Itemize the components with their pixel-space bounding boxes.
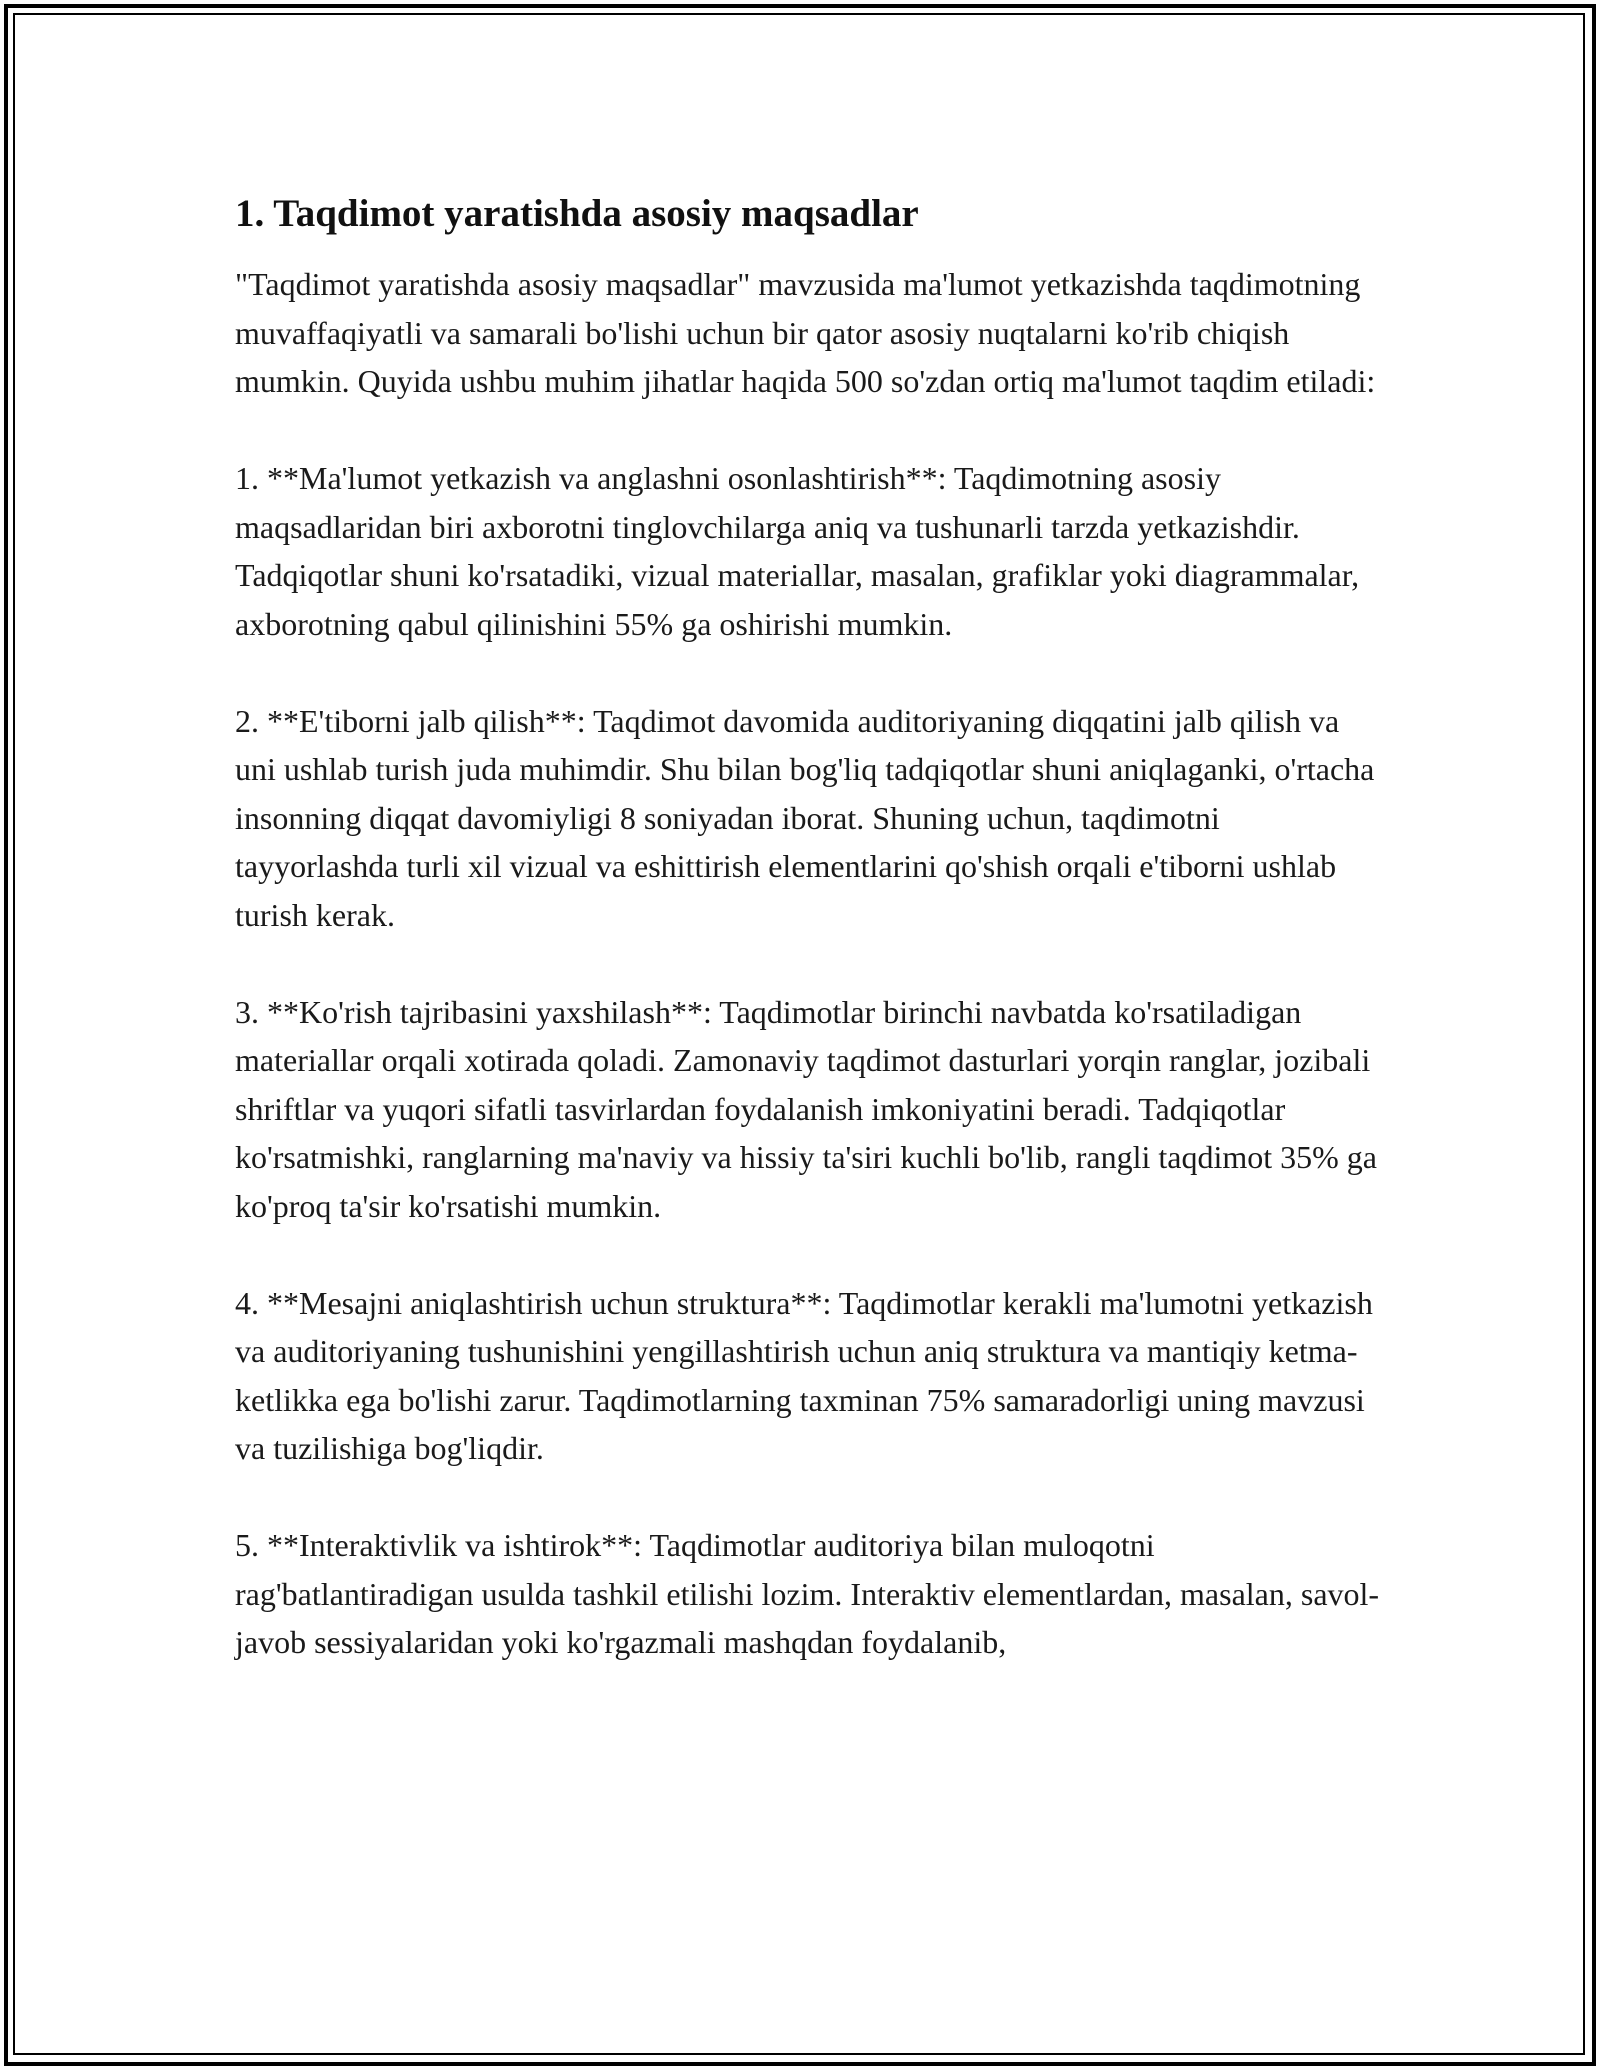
list-item-1: 1. **Ma'lumot yetkazish va anglashni osonlashtirish**: Taqdimotning asosiy maqsadlaridan biri axborotni tinglovchilarga aniq va tushunarli tarzda yetkazishdir. Tadqiqotlar shuni ko'rsatadiki, vizual materiallar, masalan, grafiklar yoki diagrammalar, axborotning qabul qilinishini 55% ga oshirishi mumkin. — [235, 460, 1360, 642]
document-body — [235, 188, 1385, 1667]
list-item-2: 2. **E'tiborni jalb qilish**: Taqdimot davomida auditoriyaning diqqatini jalb qilish va uni ushlab turish juda muhimdir. Shu bilan bog'liq tadqiqotlar shuni aniqlaganki, o'rtacha insonning diqqat davomiyligi 8 soniyadan iborat. Shuning uchun, taqdimotni tayyorlashda turli xil vizual va eshittirish elementlarini qo'shish orqali e'tiborni ushlab turish kerak. — [235, 702, 1375, 933]
list-item-4: 4. **Mesajni aniqlashtirish uchun struktura**: Taqdimotlar kerakli ma'lumotni yetkazish va auditoriyaning tushunishini yengillashtirish uchun aniq struktura va mantiqiy ketma-ketlikka ega bo'lishi zarur. Taqdimotlarning taxminan 75% samaradorligi uning mavzusi va tuzilishiga bog'liqdir. — [235, 1284, 1373, 1466]
list-item-3: 3. **Ko'rish tajribasini yaxshilash**: Taqdimotlar birinchi navbatda ko'rsatiladigan materiallar orqali xotirada qoladi. Zamonaviy taqdimot dasturlari yorqin ranglar, jozibali shriftlar va yuqori sifatli tasvirlardan foydalanish imkoniyatini beradi. Tadqiqotlar ko'rsatmishki, ranglarning ma'naviy va hissiy ta'siri kuchli bo'lib, rangli taqdimot 35% ga ko'proq ta'sir ko'rsatishi mumkin. — [235, 993, 1377, 1224]
section-heading: 1. Taqdimot yaratishda asosiy maqsadlar — [235, 192, 919, 235]
intro-paragraph: "Taqdimot yaratishda asosiy maqsadlar" mavzusida ma'lumot yetkazishda taqdimotning muvaffaqiyatli va samarali bo'lishi uchun bir qator asosiy nuqtalarni ko'rib chiqish mumkin. Quyida ushbu muhim jihatlar haqida 500 so'zdan ortiq ma'lumot taqdim etiladi: — [235, 266, 1376, 399]
list-item-5: 5. **Interaktivlik va ishtirok**: Taqdimotlar auditoriya bilan muloqotni rag'batlantiradigan usulda tashkil etilishi lozim. Interaktiv elementlardan, masalan, savol-javob sessiyalaridan yoki ko'rgazmali mashqdan foydalanib, — [235, 1527, 1380, 1660]
